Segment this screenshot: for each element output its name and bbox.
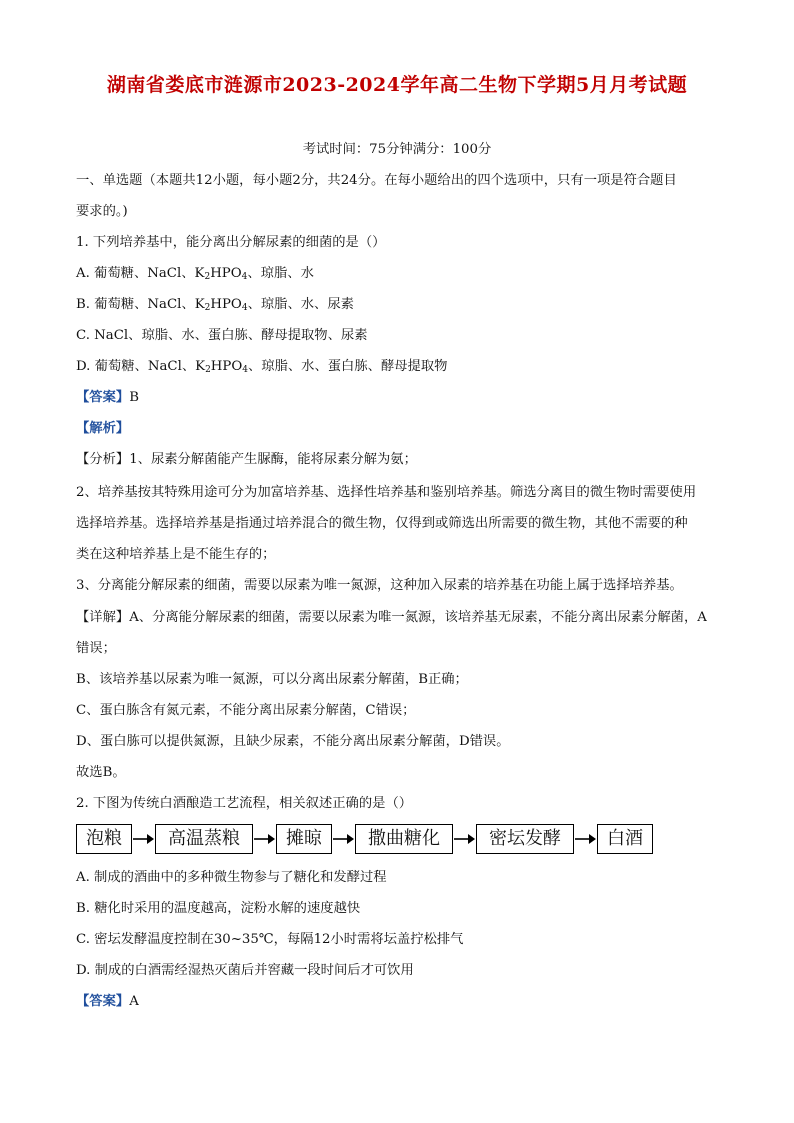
q2-option-b: B. 糖化时采用的温度越高，淀粉水解的速度越快	[76, 901, 361, 916]
q1-analysis-tag: 【解析】	[76, 421, 130, 436]
q1-conclusion: 故选B。	[76, 765, 126, 780]
flow-step-5: 密坛发酵	[476, 824, 574, 854]
q2-answer: 【答案】A	[76, 994, 139, 1009]
q1-fenxi-2-line3: 类在这种培养基上是不能生存的；	[76, 547, 276, 562]
answer-tag: 【答案】	[76, 390, 130, 405]
q1-fenxi-3: 3、分离能分解尿素的细菌，需要以尿素为唯一氮源，这种加入尿素的培养基在功能上属于选择培养基。	[76, 578, 683, 593]
q1-detail-c: C、蛋白胨含有氮元素，不能分离出尿素分解菌，C错误；	[76, 703, 416, 718]
q1-answer: 【答案】B	[76, 390, 139, 405]
flow-step-6: 白酒	[597, 824, 653, 854]
q2-option-a: A. 制成的酒曲中的多种微生物参与了糖化和发酵过程	[76, 870, 387, 885]
flow-step-3: 摊晾	[276, 824, 332, 854]
q1-fenxi-1: 【分析】1、尿素分解菌能产生脲酶，能将尿素分解为氨；	[76, 452, 417, 467]
q1-fenxi-2-line2: 选择培养基。选择培养基是指通过培养混合的微生物，仅得到或筛选出所需要的微生物，其他不需要的种	[76, 516, 688, 531]
arrow-right-icon	[333, 829, 355, 849]
q1-detail-d: D、蛋白胨可以提供氮源，且缺少尿素，不能分离出尿素分解菌，D错误。	[76, 734, 510, 749]
q1-option-c: C. NaCl、琼脂、水、蛋白胨、酵母提取物、尿素	[76, 328, 368, 343]
q1-detail-line2: 错误；	[76, 641, 116, 656]
arrow-right-icon	[575, 829, 597, 849]
answer-tag: 【答案】	[76, 994, 130, 1009]
q2-stem: 2. 下图为传统白酒酿造工艺流程，相关叙述正确的是（）	[76, 796, 413, 811]
section-instructions-line2: 要求的。)	[76, 204, 128, 219]
brewing-flowchart	[76, 824, 643, 856]
q2-option-d: D. 制成的白酒需经湿热灭菌后并窖藏一段时间后才可饮用	[76, 963, 414, 978]
document-title: 湖南省娄底市涟源市2023-2024学年高二生物下学期5月月考试题	[106, 74, 688, 96]
q1-option-b: B. 葡萄糖、NaCl、$K_2HPO_4$、琼脂、水、尿素	[76, 297, 354, 313]
arrow-right-icon	[454, 829, 476, 849]
q1-stem: 1. 下列培养基中，能分离出分解尿素的细菌的是（）	[76, 235, 386, 250]
q1-fenxi-2-line1: 2、培养基按其特殊用途可分为加富培养基、选择性培养基和鉴别培养基。筛选分离目的微生物时需要使用	[76, 485, 697, 500]
arrow-right-icon	[254, 829, 276, 849]
detail-tag: 【详解】	[76, 610, 130, 625]
flow-step-4: 撒曲糖化	[355, 824, 453, 854]
q1-detail-line1: 【详解】A、分离能分解尿素的细菌，需要以尿素为唯一氮源，该培养基无尿素，不能分离出尿素分解菌，A	[76, 610, 707, 625]
exam-info: 考试时间：75分钟满分：100分	[302, 142, 492, 157]
q2-option-c: C. 密坛发酵温度控制在30~35℃，每隔12小时需将坛盖拧松排气	[76, 932, 464, 947]
flow-step-1: 泡粮	[76, 824, 132, 854]
flow-step-2: 高温蒸粮	[155, 824, 253, 854]
q1-option-a: A. 葡萄糖、NaCl、$K_2HPO_4$、琼脂、水	[76, 266, 314, 282]
q1-detail-b: B、该培养基以尿素为唯一氮源，可以分离出尿素分解菌，B正确；	[76, 672, 468, 687]
q1-option-d: D. 葡萄糖、NaCl、$K_2HPO_4$、琼脂、水、蛋白胨、酵母提取物	[76, 359, 448, 375]
section-instructions-line1: 一、单选题（本题共12小题，每小题2分，共24分。在每小题给出的四个选项中，只有一项是符合题目	[76, 173, 677, 188]
fenxi-tag: 【分析】	[76, 452, 130, 467]
arrow-right-icon	[133, 829, 155, 849]
